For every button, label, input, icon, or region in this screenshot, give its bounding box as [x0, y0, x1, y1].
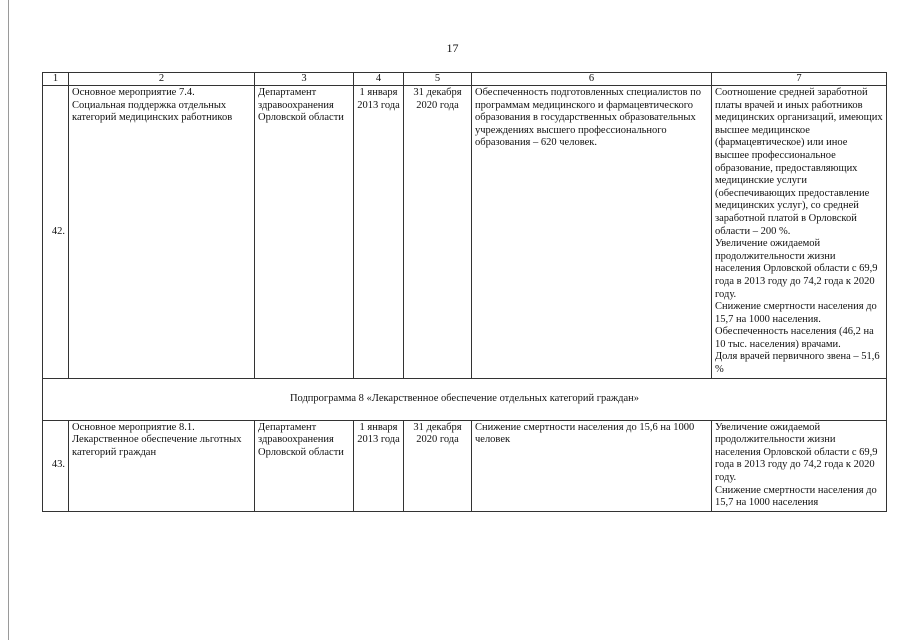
- executor-cell: Департамент здравоохранения Орловской области: [255, 420, 354, 511]
- indicators-cell: Увеличение ожидаемой продолжительности жизни населения Орловской области с 69,9 года в 2013 году до 74,2 года к 2020 году. Снижение смертности населения до 15,7 на 1000 населения: [712, 420, 887, 511]
- end-date-cell: 31 декабря 2020 года: [404, 86, 472, 379]
- expected-result-cell: Снижение смертности населения до 15,6 на 1000 человек: [472, 420, 712, 511]
- column-number: 2: [69, 73, 255, 86]
- table-row: [43, 86, 887, 379]
- executor-cell: Департамент здравоохранения Орловской области: [255, 86, 354, 379]
- subprogram-title: Подпрограмма 8 «Лекарственное обеспечение отдельных категорий граждан»: [43, 378, 887, 420]
- column-number: 5: [404, 73, 472, 86]
- column-number: 3: [255, 73, 354, 86]
- column-number: 7: [712, 73, 887, 86]
- column-number-row: [43, 73, 887, 86]
- row-number: 42.: [43, 86, 69, 379]
- indicators-cell: Соотношение средней заработной платы врачей и иных работников медицинских организаций, имеющих высшее медицинское (фармацевтическое) или иное высшее профессиональное образование, предоставляющих медицинские услуги (обеспечивающих предоставление медицинских услуг), со средней заработной платой в Орловской области – 200 %. Увеличение ожидаемой продолжительности жизни населения Орловской области с 69,9 года в 2013 году до 74,2 года к 2020 году. Снижение смертности населения до 15,7 на 1000 населения. Обеспеченность населения (46,2 на 10 тыс. населения) врачами. Доля врачей первичного звена – 51,6 %: [712, 86, 887, 379]
- column-number: 4: [354, 73, 404, 86]
- subprogram-row: [43, 378, 887, 420]
- measure-cell: Основное мероприятие 7.4. Социальная поддержка отдельных категорий медицинских работников: [69, 86, 255, 379]
- program-table: [42, 72, 887, 512]
- measure-cell: Основное мероприятие 8.1. Лекарственное обеспечение льготных категорий граждан: [69, 420, 255, 511]
- page-margin-line: [8, 0, 9, 640]
- expected-result-cell: Обеспеченность подготовленных специалистов по программам медицинского и фармацевтического образования в государственных образовательных учреждениях высшего профессионального образования – 620 человек.: [472, 86, 712, 379]
- row-number: 43.: [43, 420, 69, 511]
- column-number: 6: [472, 73, 712, 86]
- table-row: [43, 420, 887, 511]
- start-date-cell: 1 января 2013 года: [354, 420, 404, 511]
- start-date-cell: 1 января 2013 года: [354, 86, 404, 379]
- end-date-cell: 31 декабря 2020 года: [404, 420, 472, 511]
- page-number: 17: [446, 41, 459, 55]
- column-number: 1: [43, 73, 69, 86]
